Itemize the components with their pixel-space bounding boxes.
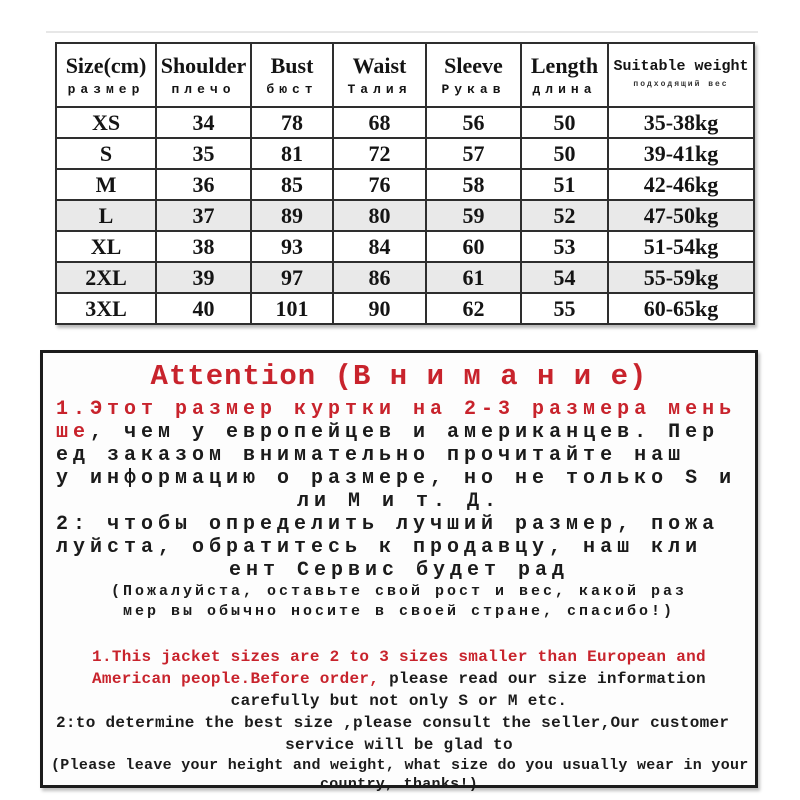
attention-line [51,490,747,513]
text-segment: , чем у европейцев и американцев. Пер [90,421,720,444]
attention-line [51,421,747,444]
table-cell: 56 [426,107,521,138]
attention-line [51,602,747,622]
column-header-label-en: Sleeve [444,52,503,78]
column-header-label-en: Length [530,52,599,78]
text-segment: please read our size information [379,670,706,688]
text-segment: 2: чтобы определить лучший размер, пожа [56,513,720,536]
table-cell: L [56,200,156,231]
text-segment: ед заказом внимательно прочитайте наш [56,444,686,467]
text-segment: мер вы обычно носите в своей стране, спасибо!) [122,603,676,620]
table-row [56,262,754,293]
text-segment: service will be glad to [285,736,513,754]
table-cell: 81 [251,138,333,169]
column-header [251,43,333,107]
table-cell: 80 [333,200,426,231]
table-cell: 68 [333,107,426,138]
text-segment: carefully but not only S or M etc. [230,692,568,710]
attention-line [51,398,747,421]
column-header [156,43,251,107]
column-header [608,43,754,107]
table-cell: 42-46kg [608,169,754,200]
text-segment: 1.Этот размер куртки на 2-3 размера мень [56,398,737,421]
table-cell: 2XL [56,262,156,293]
attention-line [51,536,747,559]
table-cell: 72 [333,138,426,169]
text-segment: American people.Before order, [92,670,380,688]
table-cell: 84 [333,231,426,262]
table-cell: 3XL [56,293,156,324]
table-cell: 39 [156,262,251,293]
table-cell: XL [56,231,156,262]
column-header-label-ru: Рукав [441,81,506,97]
table-cell: 37 [156,200,251,231]
attention-line [51,775,747,794]
table-cell: 50 [521,138,608,169]
table-cell: 35-38kg [608,107,754,138]
table-cell: 57 [426,138,521,169]
table-cell: 60-65kg [608,293,754,324]
table-cell: 34 [156,107,251,138]
column-header-label-ru: подходящий вес [633,80,729,89]
attention-line [51,467,747,490]
size-table-header-row [56,43,754,107]
table-cell: 85 [251,169,333,200]
table-cell: 58 [426,169,521,200]
column-header-label-ru: плечо [171,81,236,97]
text-segment: (Пожалуйста, оставьте свой рост и вес, какой раз [110,583,688,600]
table-cell: 55-59kg [608,262,754,293]
column-header-label-ru: бюст [266,81,318,97]
table-cell: 36 [156,169,251,200]
table-cell: XS [56,107,156,138]
table-cell: 53 [521,231,608,262]
table-row [56,107,754,138]
table-cell: 50 [521,107,608,138]
column-header [56,43,156,107]
text-segment: ли M и т. Д. [296,490,502,513]
attention-line [51,646,747,668]
text-segment: ше [56,421,91,444]
table-cell: 97 [251,262,333,293]
column-header-label-en: Bust [270,52,314,78]
table-cell: 60 [426,231,521,262]
table-cell: 78 [251,107,333,138]
table-cell: 51 [521,169,608,200]
size-chart-section [55,42,753,325]
table-cell: 76 [333,169,426,200]
attention-line [51,444,747,467]
table-cell: 59 [426,200,521,231]
text-segment: 2:to determine the best size ,please consult the seller,Our customer [56,714,730,732]
size-chart-table [55,42,755,325]
attention-line [51,559,747,582]
column-header-label-en: Suitable weight [613,58,749,75]
column-header [426,43,521,107]
column-header [521,43,608,107]
column-header-label-en: Shoulder [160,52,247,78]
column-header-label-ru: Талия [347,81,412,97]
crop-artifact-line [46,31,758,33]
table-cell: 90 [333,293,426,324]
table-row [56,169,754,200]
size-table-body [56,107,754,324]
table-row [56,293,754,324]
table-row [56,138,754,169]
column-header [333,43,426,107]
table-cell: 52 [521,200,608,231]
column-header-label-ru: длина [532,81,597,97]
table-cell: 47-50kg [608,200,754,231]
table-cell: 62 [426,293,521,324]
text-segment: 1.This jacket sizes are 2 to 3 sizes smaller than European and [92,648,706,666]
text-segment: (Please leave your height and weight, what size do you usually wear in your [51,757,749,774]
attention-line [51,513,747,536]
table-cell: 40 [156,293,251,324]
table-cell: 93 [251,231,333,262]
table-row [56,231,754,262]
table-cell: 101 [251,293,333,324]
attention-line [51,712,747,734]
attention-line [51,668,747,690]
table-cell: 54 [521,262,608,293]
table-cell: 35 [156,138,251,169]
attention-panel [40,350,758,793]
table-cell: 55 [521,293,608,324]
table-cell: S [56,138,156,169]
text-segment: луйста, обратитесь к продавцу, наш кли [56,536,703,559]
attention-body [51,398,747,794]
text-segment: ент Сервис будет рад [228,559,570,582]
table-cell: 61 [426,262,521,293]
column-header-label-en: Size(cm) [65,52,147,78]
column-header-label-ru: размер [67,81,145,97]
table-cell: M [56,169,156,200]
table-cell: 39-41kg [608,138,754,169]
attention-line [51,756,747,775]
attention-line [51,582,747,602]
text-segment: у информацию о размере, но не только S и [56,467,737,490]
column-header-label-en: Waist [352,52,407,78]
table-cell: 86 [333,262,426,293]
table-cell: 38 [156,231,251,262]
attention-title: Attention (В н и м а н и е) [150,360,648,393]
table-cell: 89 [251,200,333,231]
table-row [56,200,754,231]
table-cell: 51-54kg [608,231,754,262]
attention-line [51,734,747,756]
attention-line [51,690,747,712]
text-segment: country, thanks!) [319,776,479,793]
